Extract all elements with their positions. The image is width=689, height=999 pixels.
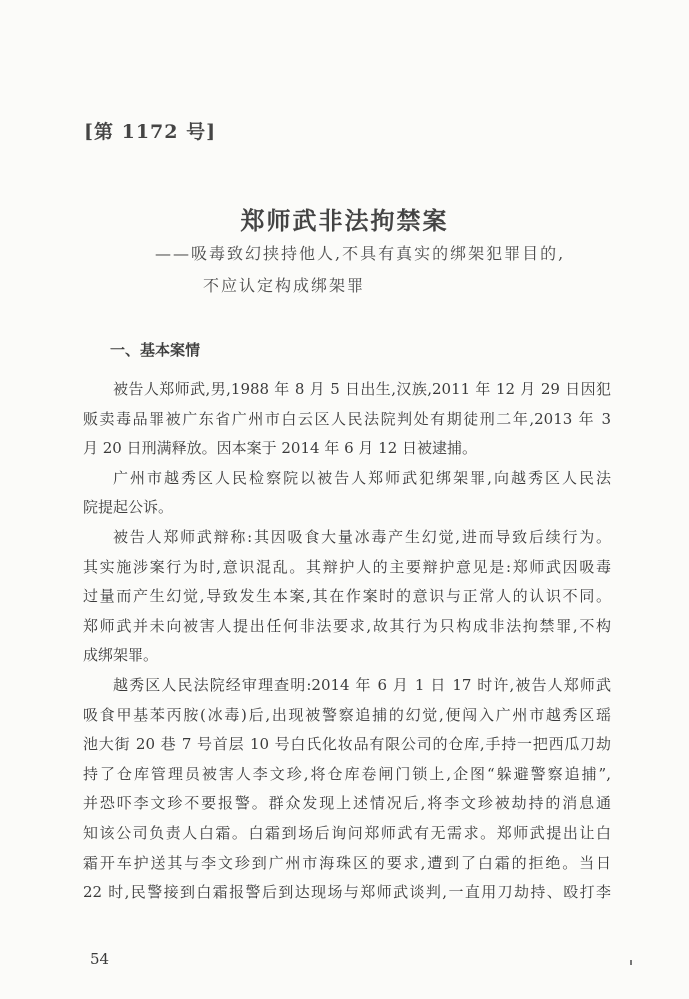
document-subtitle: [155, 238, 565, 302]
text-line: 吸食甲基苯丙胺(冰毒)后,出现被警察追捕的幻觉,便闯入广州市越秀区瑶: [83, 705, 611, 724]
paragraph-court-findings: [83, 671, 611, 908]
text-line: 广州市越秀区人民检察院以被告人郑师武犯绑架罪,向越秀区人民法: [113, 468, 611, 487]
text-line: 持了仓库管理员被害人李文珍,将仓库卷闸门锁上,企图“躲避警察追捕”,: [83, 764, 611, 783]
body-text: [83, 375, 611, 908]
subtitle-line-1: ——吸毒致幻挟持他人,不具有真实的绑架犯罪目的,: [155, 244, 566, 263]
text-line: 被告人郑师武,男,1988 年 8 月 5 日出生,汉族,2011 年 12 月 29 日因犯: [113, 380, 611, 398]
text-line: 成绑架罪。: [83, 646, 159, 665]
text-line: 其实施涉案行为时,意识混乱。其辩护人的主要辩护意见是:郑师武因吸毒: [83, 557, 611, 576]
text-line: 知该公司负责人白霜。白霜到场后询问郑师武有无需求。郑师武提出让白: [83, 823, 611, 842]
document-title: 郑师武非法拘禁案: [240, 206, 449, 235]
section-heading: 一、基本案情: [110, 341, 201, 359]
scan-mark: [630, 960, 632, 965]
paragraph-prosecution: [83, 464, 611, 523]
text-line: 贩卖毒品罪被广东省广州市白云区人民法院判处有期徒刑二年,2013 年 3: [83, 409, 611, 428]
text-line: 池大街 20 巷 7 号首层 10 号白氏化妆品有限公司的仓库,手持一把西瓜刀劫: [83, 735, 611, 754]
paragraph-defense: [83, 523, 611, 671]
text-line: 霜开车护送其与李文珍到广州市海珠区的要求,遭到了白霜的拒绝。当日: [83, 853, 611, 872]
paragraph-defendant-info: [83, 375, 611, 464]
case-number: [第 1172 号]: [84, 121, 217, 143]
page-number: 54: [90, 950, 110, 968]
text-line: 并恐吓李文珍不要报警。群众发现上述情况后,将李文珍被劫持的消息通: [83, 794, 611, 813]
text-line: 月 20 日刑满释放。因本案于 2014 年 6 月 12 日被逮捕。: [83, 439, 478, 458]
text-line: 越秀区人民法院经审理查明:2014 年 6 月 1 日 17 时许,被告人郑师武: [113, 675, 611, 694]
text-line: 郑师武并未向被害人提出任何非法要求,故其行为只构成非法拘禁罪,不构: [83, 616, 611, 635]
text-line: 院提起公诉。: [83, 498, 174, 517]
text-line: 被告人郑师武辩称:其因吸食大量冰毒产生幻觉,进而导致后续行为。: [113, 527, 611, 546]
subtitle-line-2: 不应认定构成绑架罪: [203, 276, 366, 295]
text-line: 22 时,民警接到白霜报警后到达现场与郑师武谈判,一直用刀劫持、殴打李: [83, 883, 611, 902]
text-line: 过量而产生幻觉,导致发生本案,其在作案时的意识与正常人的认识不同。: [83, 587, 611, 606]
